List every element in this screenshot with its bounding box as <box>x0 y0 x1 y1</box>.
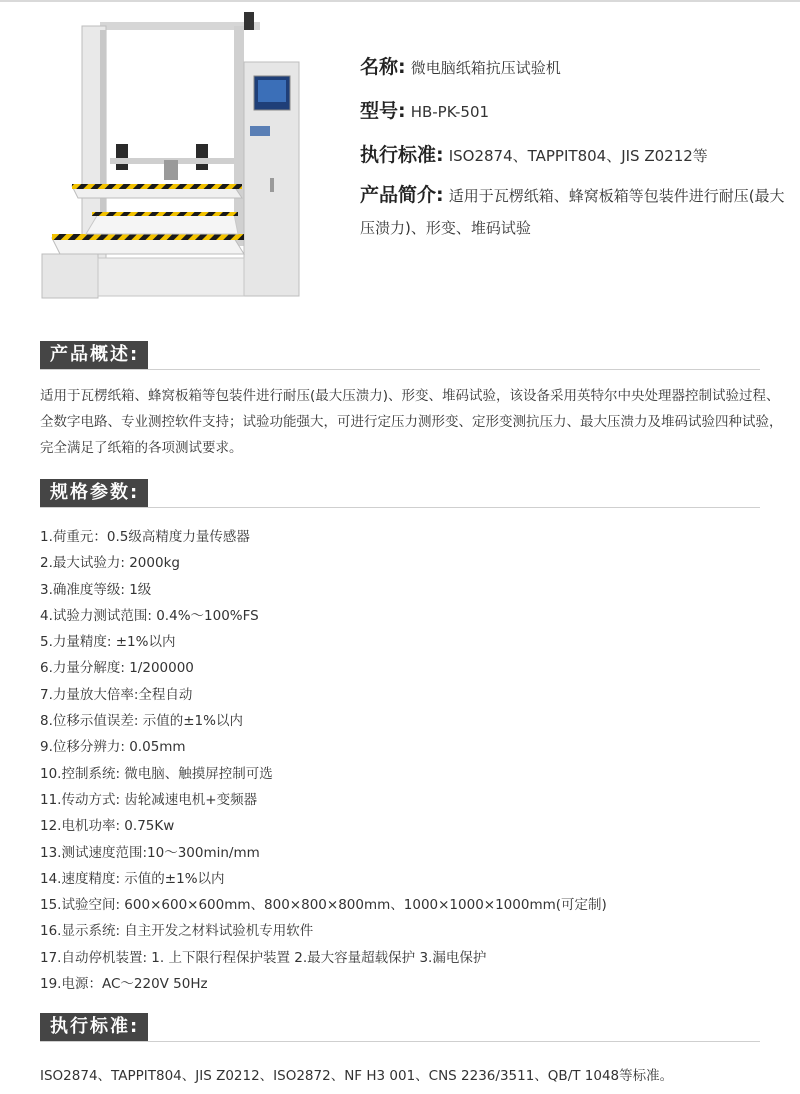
product-name-value: 微电脑纸箱抗压试验机 <box>410 59 561 77</box>
spec-item: 17.自动停机装置: 1. 上下限行程保护装置 2.最大容量超载保护 3.漏电保护 <box>40 949 487 966</box>
product-intro-value: 适用于瓦楞纸箱、蜂窝板箱等包装件进行耐压(最大压溃力)、形变、堆码试验 <box>360 187 785 237</box>
product-standard-label: 执行标准: <box>360 144 444 166</box>
spec-item: 9.位移分辨力: 0.05mm <box>40 739 186 756</box>
product-name-label: 名称: <box>360 56 406 78</box>
product-intro <box>360 180 785 244</box>
product-standard-row <box>360 140 708 167</box>
spec-item: 4.试验力测试范围: 0.4%～100%FS <box>40 607 259 624</box>
spec-list <box>40 524 607 997</box>
spec-item: 13.测试速度范围:10～300min/mm <box>40 844 260 861</box>
product-model-label: 型号: <box>360 100 406 122</box>
spec-item: 10.控制系统: 微电脑、触摸屏控制可选 <box>40 765 273 782</box>
spec-item: 16.显示系统: 自主开发之材料试验机专用软件 <box>40 923 314 940</box>
spec-item: 1.荷重元：0.5级高精度力量传感器 <box>40 529 250 545</box>
product-model-value: HB-PK-501 <box>410 103 490 121</box>
overview-text: 适用于瓦楞纸箱、蜂窝板箱等包装件进行耐压(最大压溃力)、形变、堆码试验，该设备采用英特尔中央处理器控制试验过程、全数字电路、专业测控软件支持；试验功能强大，可进行定压力测形变、定形变测抗压力、最大压溃力及堆码试验四种试验，完全满足了纸箱的各项测试要求。 <box>40 388 783 456</box>
spec-item: 14.速度精度: 示值的±1%以内 <box>40 870 225 887</box>
spec-item: 6.力量分解度: 1/200000 <box>40 660 194 677</box>
overview-divider <box>40 369 760 370</box>
spec-item: 8.位移示值误差: 示值的±1%以内 <box>40 713 243 730</box>
spec-item: 19.电源：AC～220V 50Hz <box>40 976 208 993</box>
product-standard-value: ISO2874、TAPPIT804、JIS Z0212等 <box>448 147 708 165</box>
product-intro-label: 产品简介: <box>360 184 444 206</box>
specs-divider <box>40 507 760 508</box>
top-divider <box>0 0 800 2</box>
spec-item: 5.力量精度: ±1%以内 <box>40 634 176 651</box>
standards-text: ISO2874、TAPPIT804、JIS Z0212、ISO2872、NF H3 001、CNS 2236/3511、QB/T 1048等标准。 <box>40 1068 674 1084</box>
spec-item: 2.最大试验力: 2000kg <box>40 555 180 572</box>
spec-item: 12.电机功率: 0.75Kw <box>40 818 175 835</box>
standards-divider <box>40 1041 760 1042</box>
machine-image <box>38 8 300 300</box>
product-name-row <box>360 52 561 79</box>
spec-item: 15.试验空间: 600×600×600mm、800×800×800mm、1000×1000×1000mm(可定制) <box>40 897 607 914</box>
standards-heading: 执行标准: <box>40 1013 148 1041</box>
product-model-row <box>360 96 489 123</box>
spec-item: 3.确准度等级: 1级 <box>40 581 152 598</box>
overview-heading: 产品概述: <box>40 341 148 369</box>
spec-item: 11.传动方式: 齿轮减速电机+变频器 <box>40 791 258 808</box>
specs-heading: 规格参数: <box>40 479 148 507</box>
spec-item: 7.力量放大倍率:全程自动 <box>40 686 193 703</box>
